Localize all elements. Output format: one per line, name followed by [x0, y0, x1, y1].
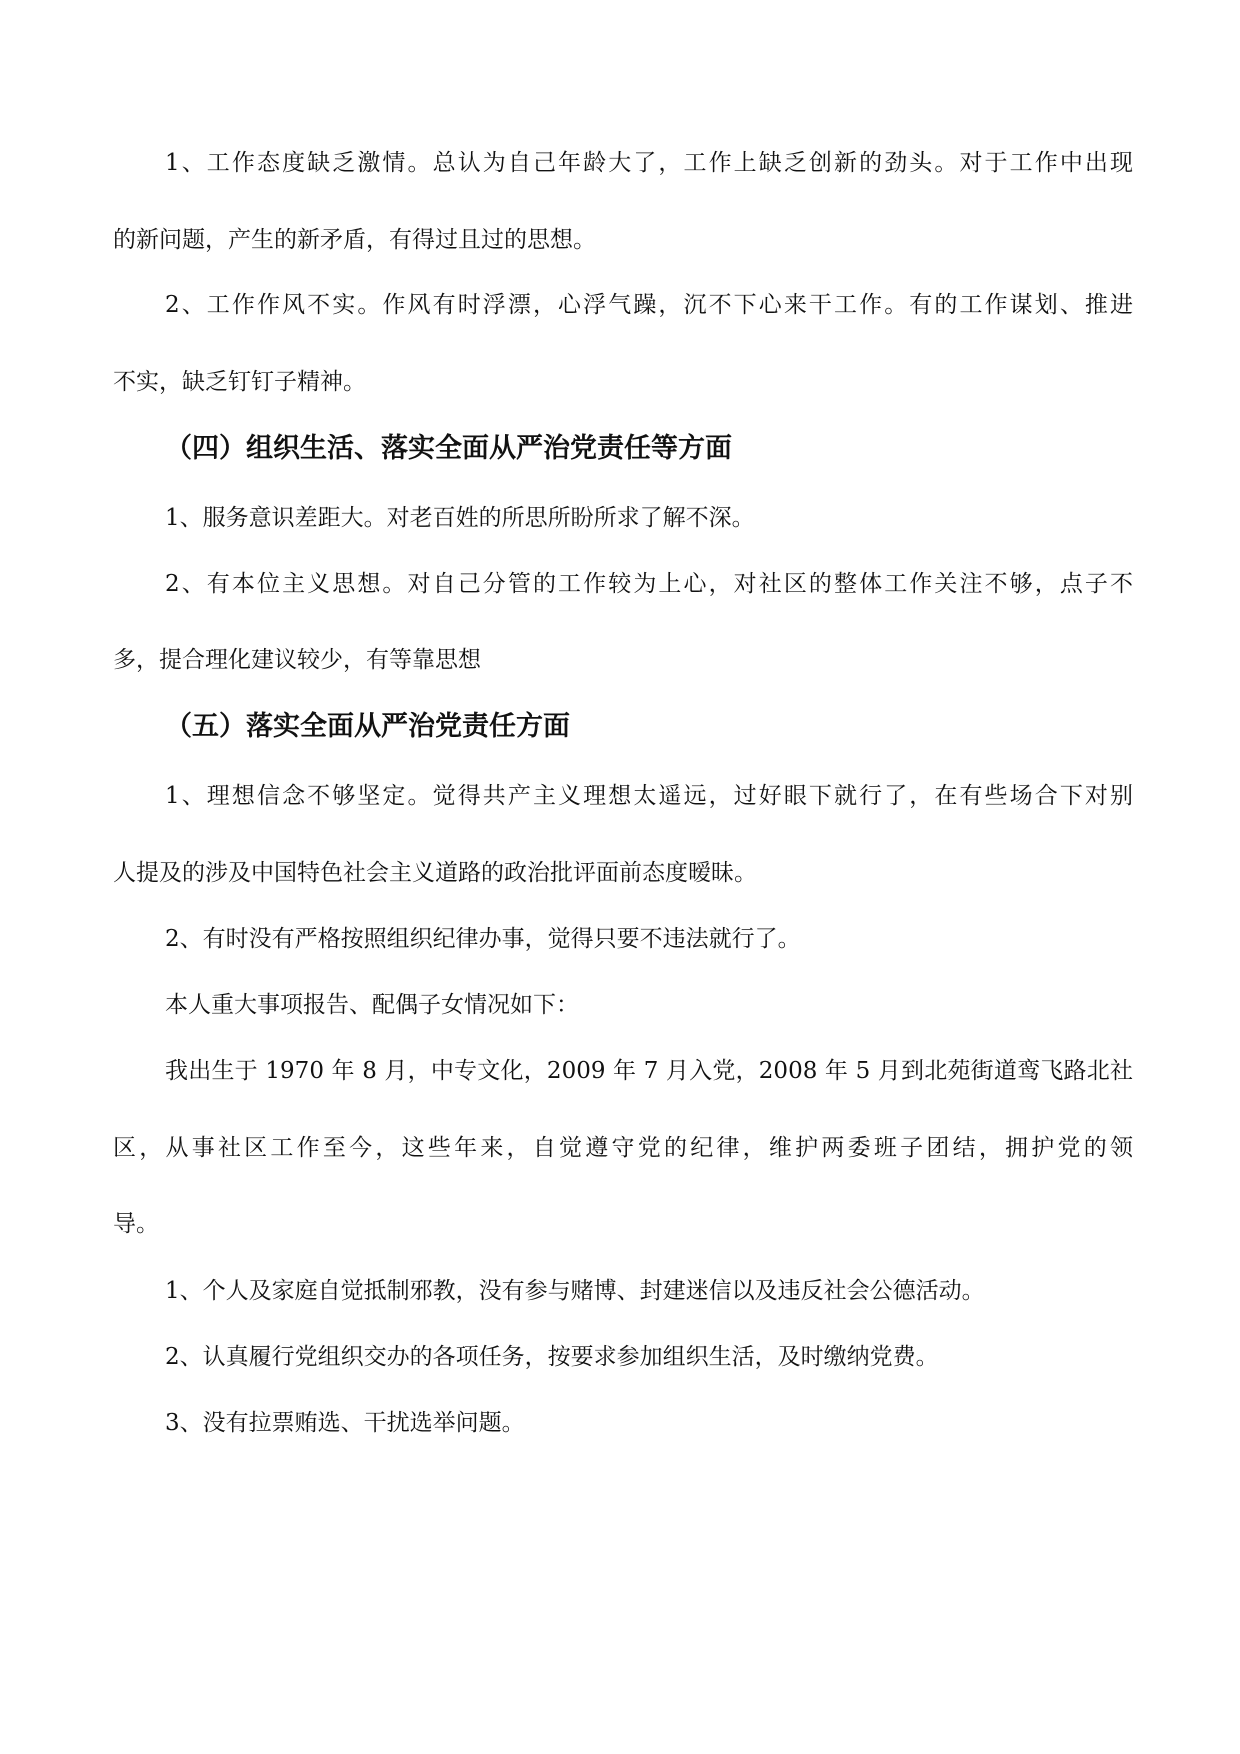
list-item: 3、没有拉票贿选、干扰选举问题。: [165, 1410, 525, 1436]
section-heading: （四）组织生活、落实全面从严治党责任等方面: [165, 433, 732, 464]
paragraph-line: 2、有本位主义思想。对自己分管的工作较为上心，对社区的整体工作关注不够，点子不: [165, 571, 1133, 597]
list-item: 1、个人及家庭自觉抵制邪教，没有参与赌博、封建迷信以及违反社会公德活动。: [165, 1278, 985, 1304]
paragraph-line: 本人重大事项报告、配偶子女情况如下：: [165, 992, 579, 1018]
paragraph-line: 2、工作作风不实。作风有时浮漂，心浮气躁，沉不下心来干工作。有的工作谋划、推进: [165, 292, 1133, 318]
paragraph-line: 1、理想信念不够坚定。觉得共产主义理想太遥远，过好眼下就行了，在有些场合下对别: [165, 783, 1133, 809]
paragraph-line: 的新问题，产生的新矛盾，有得过且过的思想。: [113, 227, 596, 253]
paragraph-line: 多，提合理化建议较少，有等靠思想: [113, 647, 481, 673]
paragraph-line: 不实，缺乏钉钉子精神。: [113, 369, 366, 395]
section-heading: （五）落实全面从严治党责任方面: [165, 711, 570, 742]
paragraph-line: 导。: [113, 1211, 159, 1237]
paragraph-line: 1、服务意识差距大。对老百姓的所思所盼所求了解不深。: [165, 505, 755, 531]
paragraph-line: 我出生于 1970 年 8 月，中专文化，2009 年 7 月入党，2008 年 5 月到北苑街道鸾飞路北社: [165, 1058, 1133, 1084]
paragraph-line: 区，从事社区工作至今，这些年来，自觉遵守党的纪律，维护两委班子团结，拥护党的领: [113, 1135, 1133, 1161]
list-item: 2、认真履行党组织交办的各项任务，按要求参加组织生活，及时缴纳党费。: [165, 1344, 939, 1370]
paragraph-line: 2、有时没有严格按照组织纪律办事，觉得只要不违法就行了。: [165, 926, 801, 952]
paragraph-line: 人提及的涉及中国特色社会主义道路的政治批评面前态度暧昧。: [113, 860, 757, 886]
paragraph-line: 1、工作态度缺乏激情。总认为自己年龄大了，工作上缺乏创新的劲头。对于工作中出现: [165, 150, 1133, 176]
